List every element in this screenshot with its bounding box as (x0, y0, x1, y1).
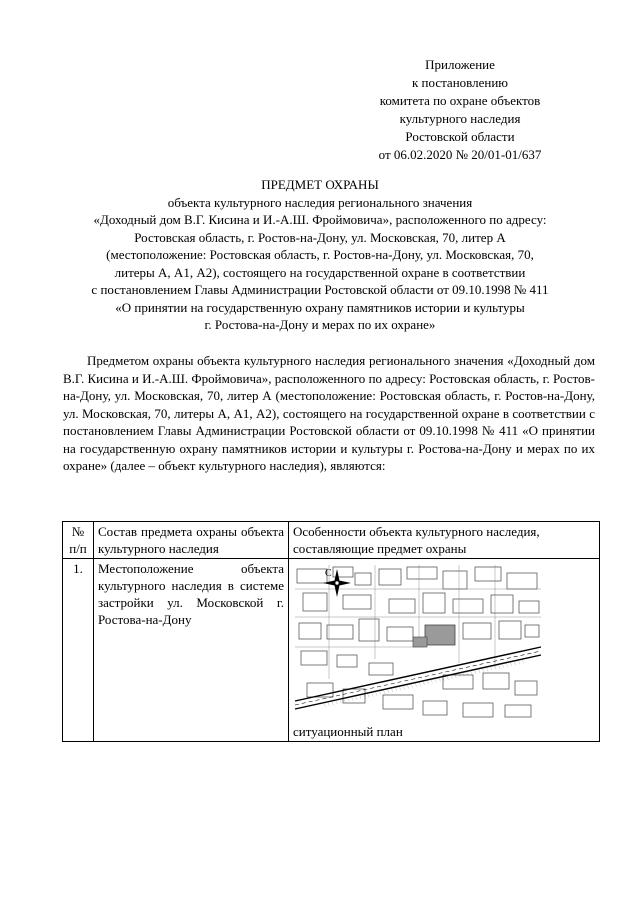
heading-line: (местоположение: Ростовская область, г. Ростов-на-Дону, ул. Московская, 70, (106, 247, 534, 262)
heading-line: с постановлением Главы Администрации Ростовской области от 09.10.1998 № 411 (91, 282, 549, 297)
table-header-row (63, 522, 600, 559)
heading-line: «О принятии на государственную охрану памятников истории и культуры (115, 299, 525, 315)
heritage-object-footprint-annex (413, 637, 427, 647)
appendix-line: комитета по охране объектов (379, 93, 541, 108)
row-composition: Местоположение объекта культурного наследия в системе застройки ул. Московской г. Ростова-на-Дону (94, 559, 289, 742)
table-row (63, 559, 600, 742)
heading-line: литеры А, А1, А2), состоящего на государственной охране в соответствии (114, 264, 526, 280)
appendix-line: Приложение (425, 57, 495, 72)
document-heading (40, 176, 600, 334)
appendix-line: Ростовской области (405, 129, 515, 144)
body-text (63, 352, 595, 475)
compass-north-label: С (325, 568, 332, 579)
heading-line: объекта культурного наследия регионального значения (167, 194, 473, 210)
header-num: № п/п (63, 522, 94, 559)
heading-line: Ростовская область, г. Ростов-на-Дону, ул. Московская, 70, литер А (134, 229, 506, 245)
header-features: Особенности объекта культурного наследия, составляющие предмет охраны (289, 522, 600, 559)
heritage-object-footprint (425, 625, 455, 645)
map-caption: ситуационный план (293, 724, 403, 739)
header-composition: Состав предмета охраны объекта культурного наследия (94, 522, 289, 559)
protection-table (62, 521, 600, 742)
appendix-line: культурного наследия (399, 111, 521, 126)
appendix-line: к постановлению (411, 75, 509, 90)
row-num: 1. (63, 559, 94, 742)
heading-line: «Доходный дом В.Г. Кисина и И.-А.Ш. Фроймовича», расположенного по адресу: (93, 212, 547, 227)
situational-plan-map (293, 563, 543, 723)
appendix-line: от 06.02.2020 № 20/01-01/637 (378, 147, 542, 162)
row-features (289, 559, 600, 742)
document-title: ПРЕДМЕТ ОХРАНЫ (261, 177, 379, 192)
heading-line: г. Ростова-на-Дону и мерах по их охране» (204, 317, 436, 332)
appendix-block (330, 56, 590, 164)
body-paragraph: Предметом охраны объекта культурного наследия регионального значения «Доходный дом В.Г. Кисина и И.-А.Ш. Фроймовича», расположенного по адресу: Ростовская область, г. Ростов-на-Дону, ул. Московская, 70, литер А (местоположение: Ростовская область, г. Ростов-на-Дону, ул. Московская, 70, литеры А, А1, А2), состоящего на государственной охране в соответствии с постановлением Главы Администрации Ростовской области от 09.10.1998 № 411 «О принятии на государственную охрану памятников истории и культуры г. Ростова-на-Дону и мерах по их охране» (далее – объект культурного наследия), являются: (63, 353, 595, 473)
